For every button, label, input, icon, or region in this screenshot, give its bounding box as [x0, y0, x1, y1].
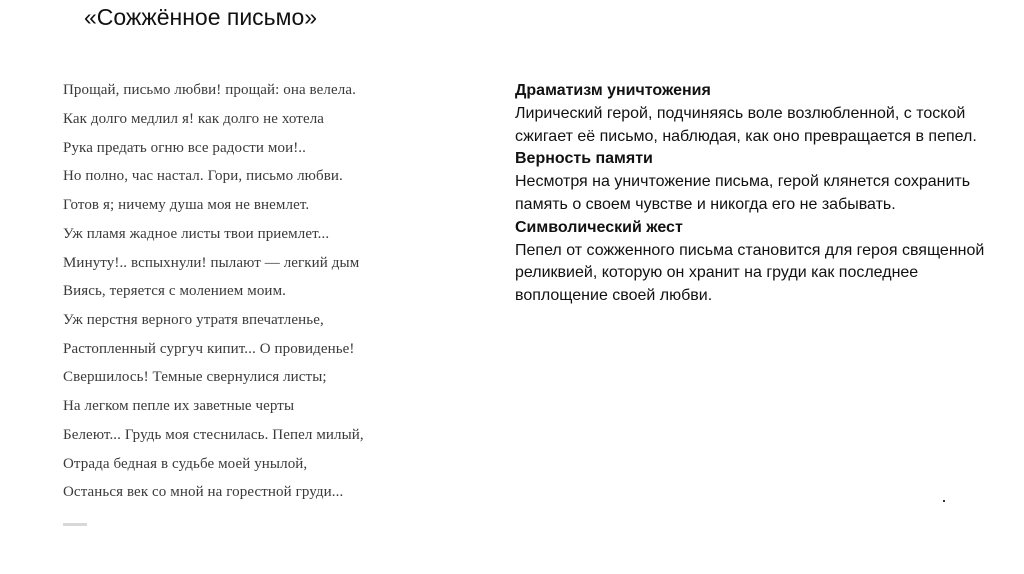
poem-line: Прощай, письмо любви! прощай: она велела.: [63, 82, 356, 98]
poem-line: Отрада бедная в судьбе моей унылой,: [63, 456, 308, 472]
poem-line: Виясь, теряется с молением моим.: [63, 283, 287, 299]
section-heading: Драматизм уничтожения: [515, 82, 711, 99]
analysis-section-memory: [515, 148, 1015, 216]
poem-line: Белеют... Грудь моя стеснилась. Пепел милый,: [63, 427, 364, 443]
section-text: Пепел от сожженного письма становится для героя священной реликвией, которую он хранит на груди как последнее воплощение своей любви.: [515, 241, 985, 305]
poem-line: Минуту!.. вспыхнули! пылают — легкий дым: [63, 255, 360, 271]
poem-image-edge-mark: [63, 523, 87, 526]
section-text: Несмотря на уничтожение письма, герой клянется сохранить память о своем чувстве и никогда его не забывать.: [515, 173, 971, 213]
analysis-section-symbol: [515, 217, 1015, 308]
poem-line: Уж перстня верного утратя впечатленье,: [63, 312, 324, 328]
poem-line: На легком пепле их заветные черты: [63, 398, 295, 414]
poem-line: Свершилось! Темные свернулися листы;: [63, 369, 327, 385]
section-heading: Верность памяти: [515, 150, 653, 168]
poem-line: Рука предать огню все радости мои!..: [63, 140, 306, 156]
slide-title: «Сожжённое письмо»: [84, 4, 318, 30]
poem-line: Готов я; ничему душа моя не внемлет.: [63, 197, 310, 213]
poem-line: Останься век со мной на горестной груди...: [63, 484, 344, 500]
poem-line: Но полно, час настал. Гори, письмо любви.: [63, 168, 343, 184]
analysis-section-drama: [515, 80, 1015, 148]
poem-line: Как долго медлил я! как долго не хотела: [63, 111, 325, 127]
analysis-text-block: [515, 80, 1015, 308]
section-heading: Символический жест: [515, 218, 683, 236]
poem-line: Растопленный сургуч кипит... О провиденье!: [63, 341, 355, 357]
poem-line: Уж пламя жадное листы твои приемлет...: [63, 226, 330, 242]
poem-image: [58, 72, 458, 532]
section-text: Лирический герой, подчиняясь воле возлюбленной, с тоской сжигает её письмо, наблюдая, как оно превращается в пепел.: [515, 104, 977, 145]
stray-dot-mark: [943, 500, 945, 502]
